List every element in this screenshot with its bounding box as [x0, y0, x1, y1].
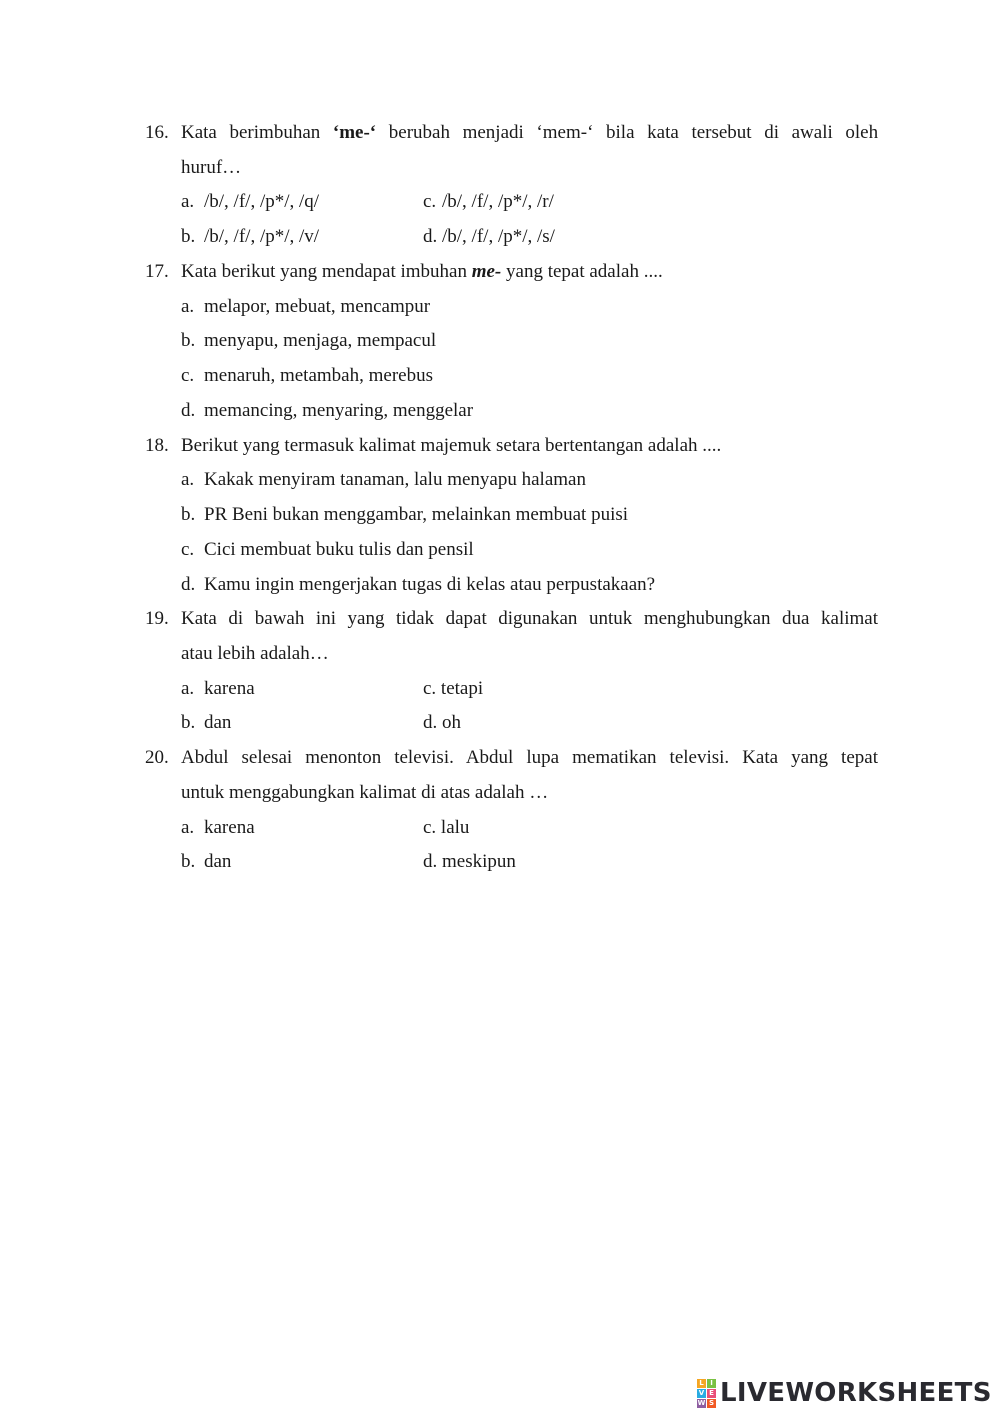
question-stem-continued: atau lebih adalah… — [181, 643, 329, 664]
option-text: c. tetapi — [423, 678, 484, 699]
option-letter: a. — [181, 296, 195, 317]
option-text: Cici membuat buku tulis dan pensil — [204, 539, 474, 560]
question-stem: Kata di bawah ini yang tidak dapat digunakan untuk menghubungkan dua kalimat — [181, 608, 878, 629]
option-text: d. oh — [423, 712, 461, 733]
question-20 — [0, 746, 1000, 806]
option-text: c. lalu — [423, 817, 470, 838]
option-letter: b. — [181, 330, 196, 351]
logo-tile: L — [697, 1379, 706, 1388]
option-letter: b. — [181, 226, 196, 247]
logo-tile: S — [708, 1398, 715, 1407]
option-text: menaruh, metambah, merebus — [204, 365, 433, 386]
option-letter: b. — [181, 851, 196, 872]
logo-tile: E — [707, 1389, 716, 1398]
option-letter: b. — [181, 712, 196, 733]
question-number: 20. — [145, 747, 169, 768]
question-number: 16. — [145, 122, 169, 143]
logo-tile: I — [707, 1379, 716, 1388]
option-text: menyapu, menjaga, mempacul — [204, 330, 437, 351]
option-text: melapor, mebuat, mencampur — [204, 296, 431, 317]
option-text: PR Beni bukan menggambar, melainkan membuat puisi — [204, 504, 629, 525]
option-text: /b/, /f/, /p*/, /v/ — [204, 226, 320, 247]
option-text: Kakak menyiram tanaman, lalu menyapu halaman — [204, 469, 586, 490]
logo-tile: V — [698, 1388, 705, 1397]
question-stem: Kata berimbuhan ‘me-‘ berubah menjadi ‘mem-‘ bila kata tersebut di awali oleh — [181, 122, 879, 143]
option-text: karena — [204, 678, 255, 699]
question-number: 18. — [145, 435, 169, 456]
question-stem: Abdul selesai menonton televisi. Abdul lupa mematikan televisi. Kata yang tepat — [181, 747, 878, 768]
option-text: dan — [204, 851, 232, 872]
question-stem-continued: untuk menggabungkan kalimat di atas adalah … — [181, 782, 549, 803]
logo-mark-icon — [697, 1379, 716, 1408]
option-letter: a. — [181, 678, 195, 699]
option-letter: c. — [181, 365, 195, 386]
option-letter: a. — [181, 469, 195, 490]
question-stem: Berikut yang termasuk kalimat majemuk setara bertentangan adalah .... — [181, 435, 722, 456]
question-number: 19. — [145, 608, 169, 629]
option-letter: c. — [181, 539, 195, 560]
option-text: Kamu ingin mengerjakan tugas di kelas atau perpustakaan? — [204, 574, 656, 595]
option-text: /b/, /f/, /p*/, /s/ — [442, 226, 555, 247]
option-text: /b/, /f/, /p*/, /q/ — [204, 191, 320, 212]
option-letter: d. — [423, 226, 438, 247]
option-text: memancing, menyaring, menggelar — [204, 400, 474, 421]
logo-tile: W — [697, 1398, 706, 1407]
option-letter: c. — [423, 191, 437, 212]
option-letter: b. — [181, 504, 196, 525]
option-text: dan — [204, 712, 232, 733]
option-letter: d. — [181, 400, 196, 421]
question-stem: Kata berikut yang mendapat imbuhan me- yang tepat adalah .... — [181, 261, 663, 282]
question-19 — [0, 607, 1000, 667]
question-number: 17. — [145, 261, 169, 282]
option-letter: d. — [181, 574, 196, 595]
question-16 — [0, 121, 1000, 181]
option-text: d. meskipun — [423, 851, 516, 872]
option-letter: a. — [181, 191, 195, 212]
liveworksheets-logo — [697, 1376, 992, 1410]
question-stem-continued: huruf… — [181, 157, 242, 178]
option-text: karena — [204, 817, 255, 838]
logo-text: LIVEWORKSHEETS — [720, 1378, 992, 1408]
option-letter: a. — [181, 817, 195, 838]
option-text: /b/, /f/, /p*/, /r/ — [442, 191, 554, 212]
